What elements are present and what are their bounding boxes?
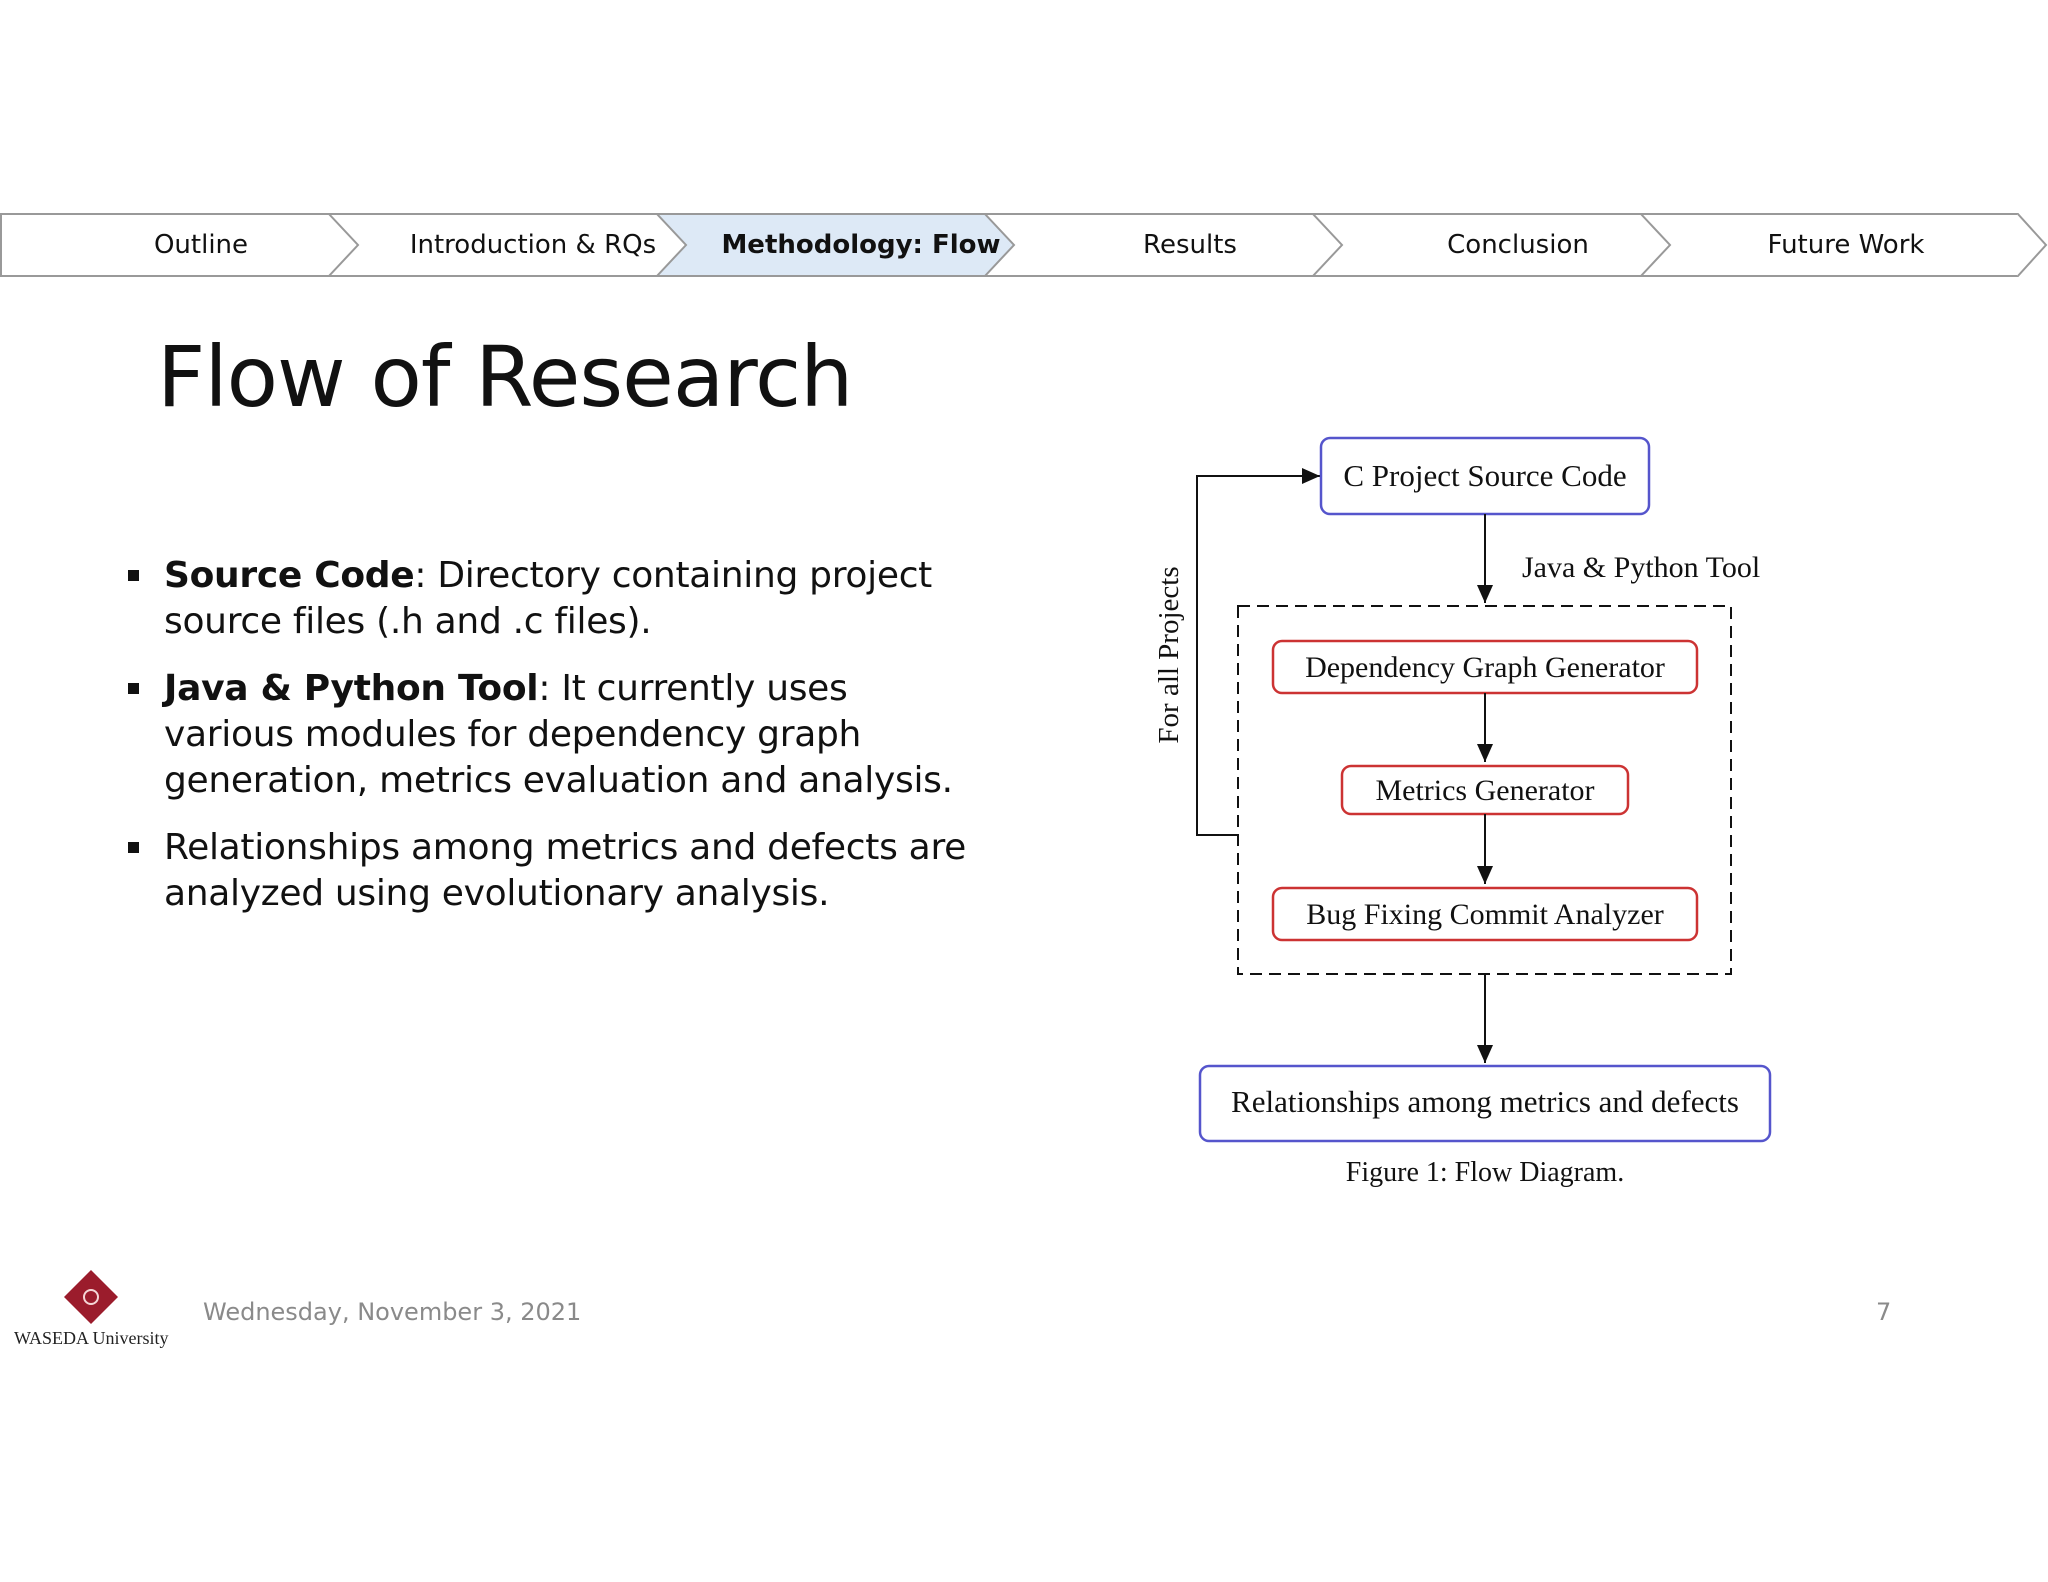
bullet-marker [128,683,139,694]
source-box-label: C Project Source Code [1343,458,1627,493]
bullet-bold-term: Java & Python Tool [164,668,539,709]
bullet-text: : It currently uses various modules for dependency graph generation, metrics evaluation and analysis. [164,668,953,801]
logo-diamond-icon [64,1270,118,1324]
bullet-list [126,553,976,938]
slide-title: Flow of Research [157,328,853,426]
breadcrumb-item-results[interactable]: Results [1143,230,1237,260]
chevron-separator [2017,213,2046,277]
page-number: 7 [1876,1298,1892,1326]
bullet-bold-term: Source Code [164,555,415,596]
figure-caption: Figure 1: Flow Diagram. [1345,1157,1625,1188]
bullet-marker [128,570,139,581]
bullet-item [126,553,976,645]
bullet-marker [128,842,139,853]
step-label: Dependency Graph Generator [1305,651,1665,684]
step-label: Bug Fixing Commit Analyzer [1306,898,1664,931]
bullet-item [126,666,976,804]
breadcrumb-item-introduction[interactable]: Introduction & RQs [409,230,657,260]
breadcrumb-nav [0,213,2048,277]
bullet-text: : Directory containing project source files (.h and .c files). [164,555,932,642]
output-box-label: Relationships among metrics and defects [1231,1084,1739,1119]
breadcrumb-item-outline[interactable]: Outline [153,230,249,260]
footer-date: Wednesday, November 3, 2021 [203,1298,582,1326]
bullet-item [126,825,976,917]
bullet-text: Relationships among metrics and defects are analyzed using evolutionary analysis. [164,827,967,914]
breadcrumb-item-conclusion[interactable]: Conclusion [1447,230,1589,260]
breadcrumb-item-future-work[interactable]: Future Work [1767,230,1925,260]
university-name: WASEDA University [14,1328,169,1348]
breadcrumb-item-methodology[interactable]: Methodology: Flow [721,230,1001,260]
flow-diagram [1130,425,1810,1205]
loop-label: For all Projects [1153,566,1185,744]
tool-label: Java & Python Tool [1522,551,1761,584]
step-label: Metrics Generator [1375,774,1595,807]
